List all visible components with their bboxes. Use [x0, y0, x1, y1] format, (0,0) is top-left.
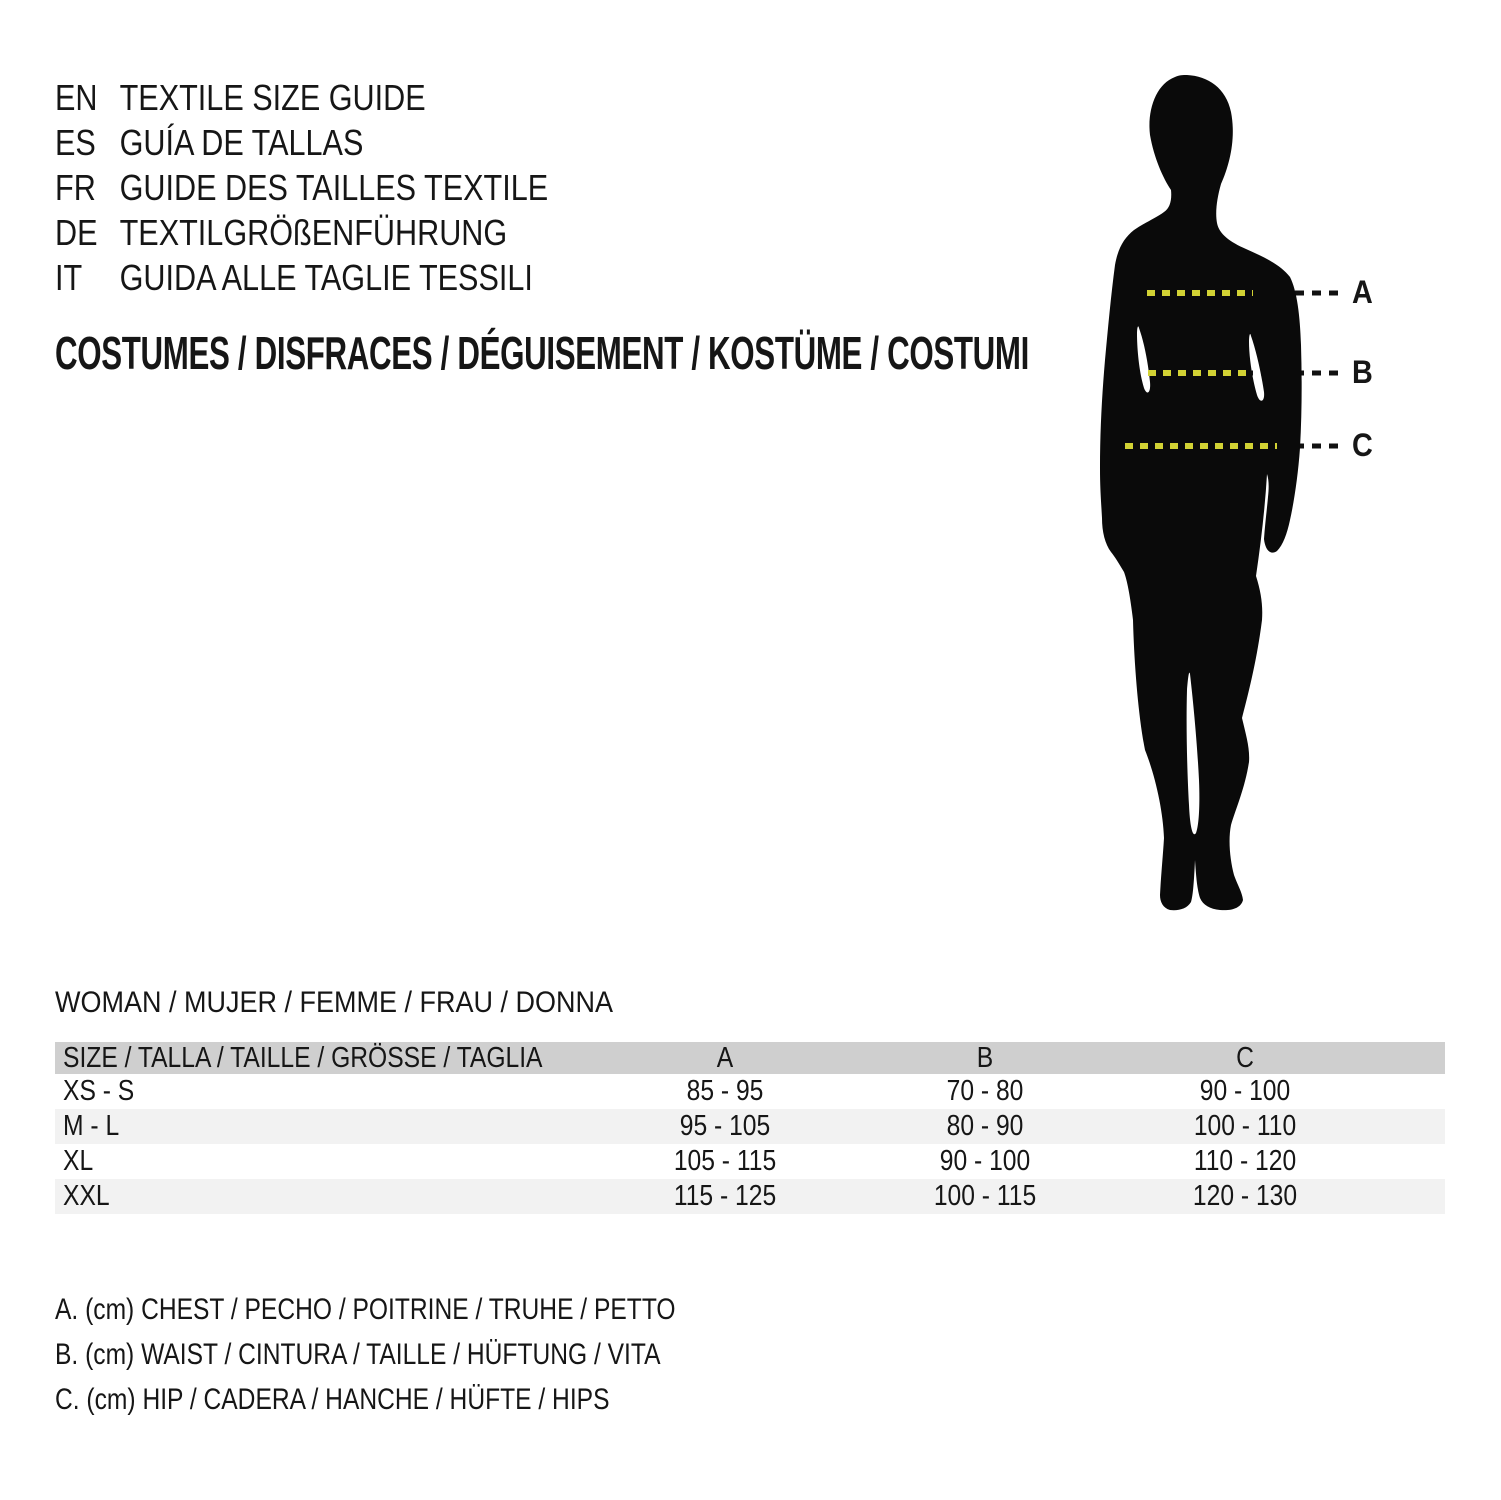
value-cell-b: 70 - 80: [946, 1075, 1024, 1107]
language-label: GUÍA DE TALLAS: [119, 122, 364, 163]
value-cell-c: 90 - 100: [1199, 1075, 1291, 1107]
column-header-a: A: [716, 1041, 734, 1074]
woman-silhouette: [1100, 75, 1302, 910]
measurement-marker-label-c: C: [1352, 427, 1373, 463]
language-code: FR: [55, 167, 96, 208]
table-row-xs-s: [55, 1074, 1445, 1109]
value-cell-a: 105 - 115: [673, 1145, 777, 1177]
language-label: GUIDA ALLE TAGLIE TESSILI: [119, 257, 533, 298]
section-heading: WOMAN / MUJER / FEMME / FRAU / DONNA: [55, 986, 613, 1019]
language-label: GUIDE DES TAILLES TEXTILE: [119, 167, 549, 208]
size-cell: M - L: [63, 1110, 120, 1142]
size-cell: XXL: [63, 1180, 110, 1212]
value-cell-c: 100 - 110: [1193, 1110, 1297, 1142]
value-cell-a: 85 - 95: [686, 1075, 764, 1107]
measurement-marker-label-a: A: [1352, 274, 1373, 310]
value-cell-b: 80 - 90: [946, 1110, 1024, 1142]
size-table: [55, 1042, 1445, 1214]
language-row: [55, 122, 418, 165]
size-cell: XS - S: [63, 1075, 135, 1107]
column-header-c: C: [1236, 1041, 1254, 1074]
category-heading: COSTUMES / DISFRACES / DÉGUISEMENT / KOSTÜME / COSTUMI: [55, 327, 1029, 379]
measurement-marker-label-b: B: [1352, 354, 1373, 390]
value-cell-a: 115 - 125: [673, 1180, 777, 1212]
language-code: IT: [55, 257, 83, 298]
language-code: DE: [55, 212, 98, 253]
language-code: EN: [55, 77, 98, 118]
value-cell-c: 110 - 120: [1193, 1145, 1297, 1177]
value-cell-a: 95 - 105: [679, 1110, 771, 1142]
woman-silhouette-figure: [1060, 60, 1500, 930]
language-row: [55, 212, 587, 255]
size-cell: XL: [63, 1145, 94, 1177]
legend-line-chest: A. (cm) CHEST / PECHO / POITRINE / TRUHE / PETTO: [55, 1293, 676, 1326]
table-row-xl: [55, 1144, 1445, 1179]
language-label: TEXTILGRÖßENFÜHRUNG: [119, 212, 508, 253]
language-row: [55, 77, 491, 120]
table-row-m-l: [55, 1109, 1445, 1144]
legend-line-hip: C. (cm) HIP / CADERA / HANCHE / HÜFTE / HIPS: [55, 1383, 610, 1416]
size-table-header-row: [55, 1042, 1445, 1074]
language-row: [55, 167, 635, 210]
table-row-xxl: [55, 1179, 1445, 1214]
value-cell-b: 90 - 100: [939, 1145, 1031, 1177]
language-row: [55, 257, 617, 300]
figure-area: [1060, 60, 1500, 930]
language-code: ES: [55, 122, 96, 163]
language-label: TEXTILE SIZE GUIDE: [119, 77, 426, 118]
value-cell-b: 100 - 115: [933, 1180, 1037, 1212]
value-cell-c: 120 - 130: [1192, 1180, 1298, 1212]
column-header-b: B: [976, 1041, 994, 1074]
legend-line-waist: B. (cm) WAIST / CINTURA / TAILLE / HÜFTUNG / VITA: [55, 1338, 661, 1371]
size-column-header: SIZE / TALLA / TAILLE / GRÖSSE / TAGLIA: [63, 1041, 543, 1074]
